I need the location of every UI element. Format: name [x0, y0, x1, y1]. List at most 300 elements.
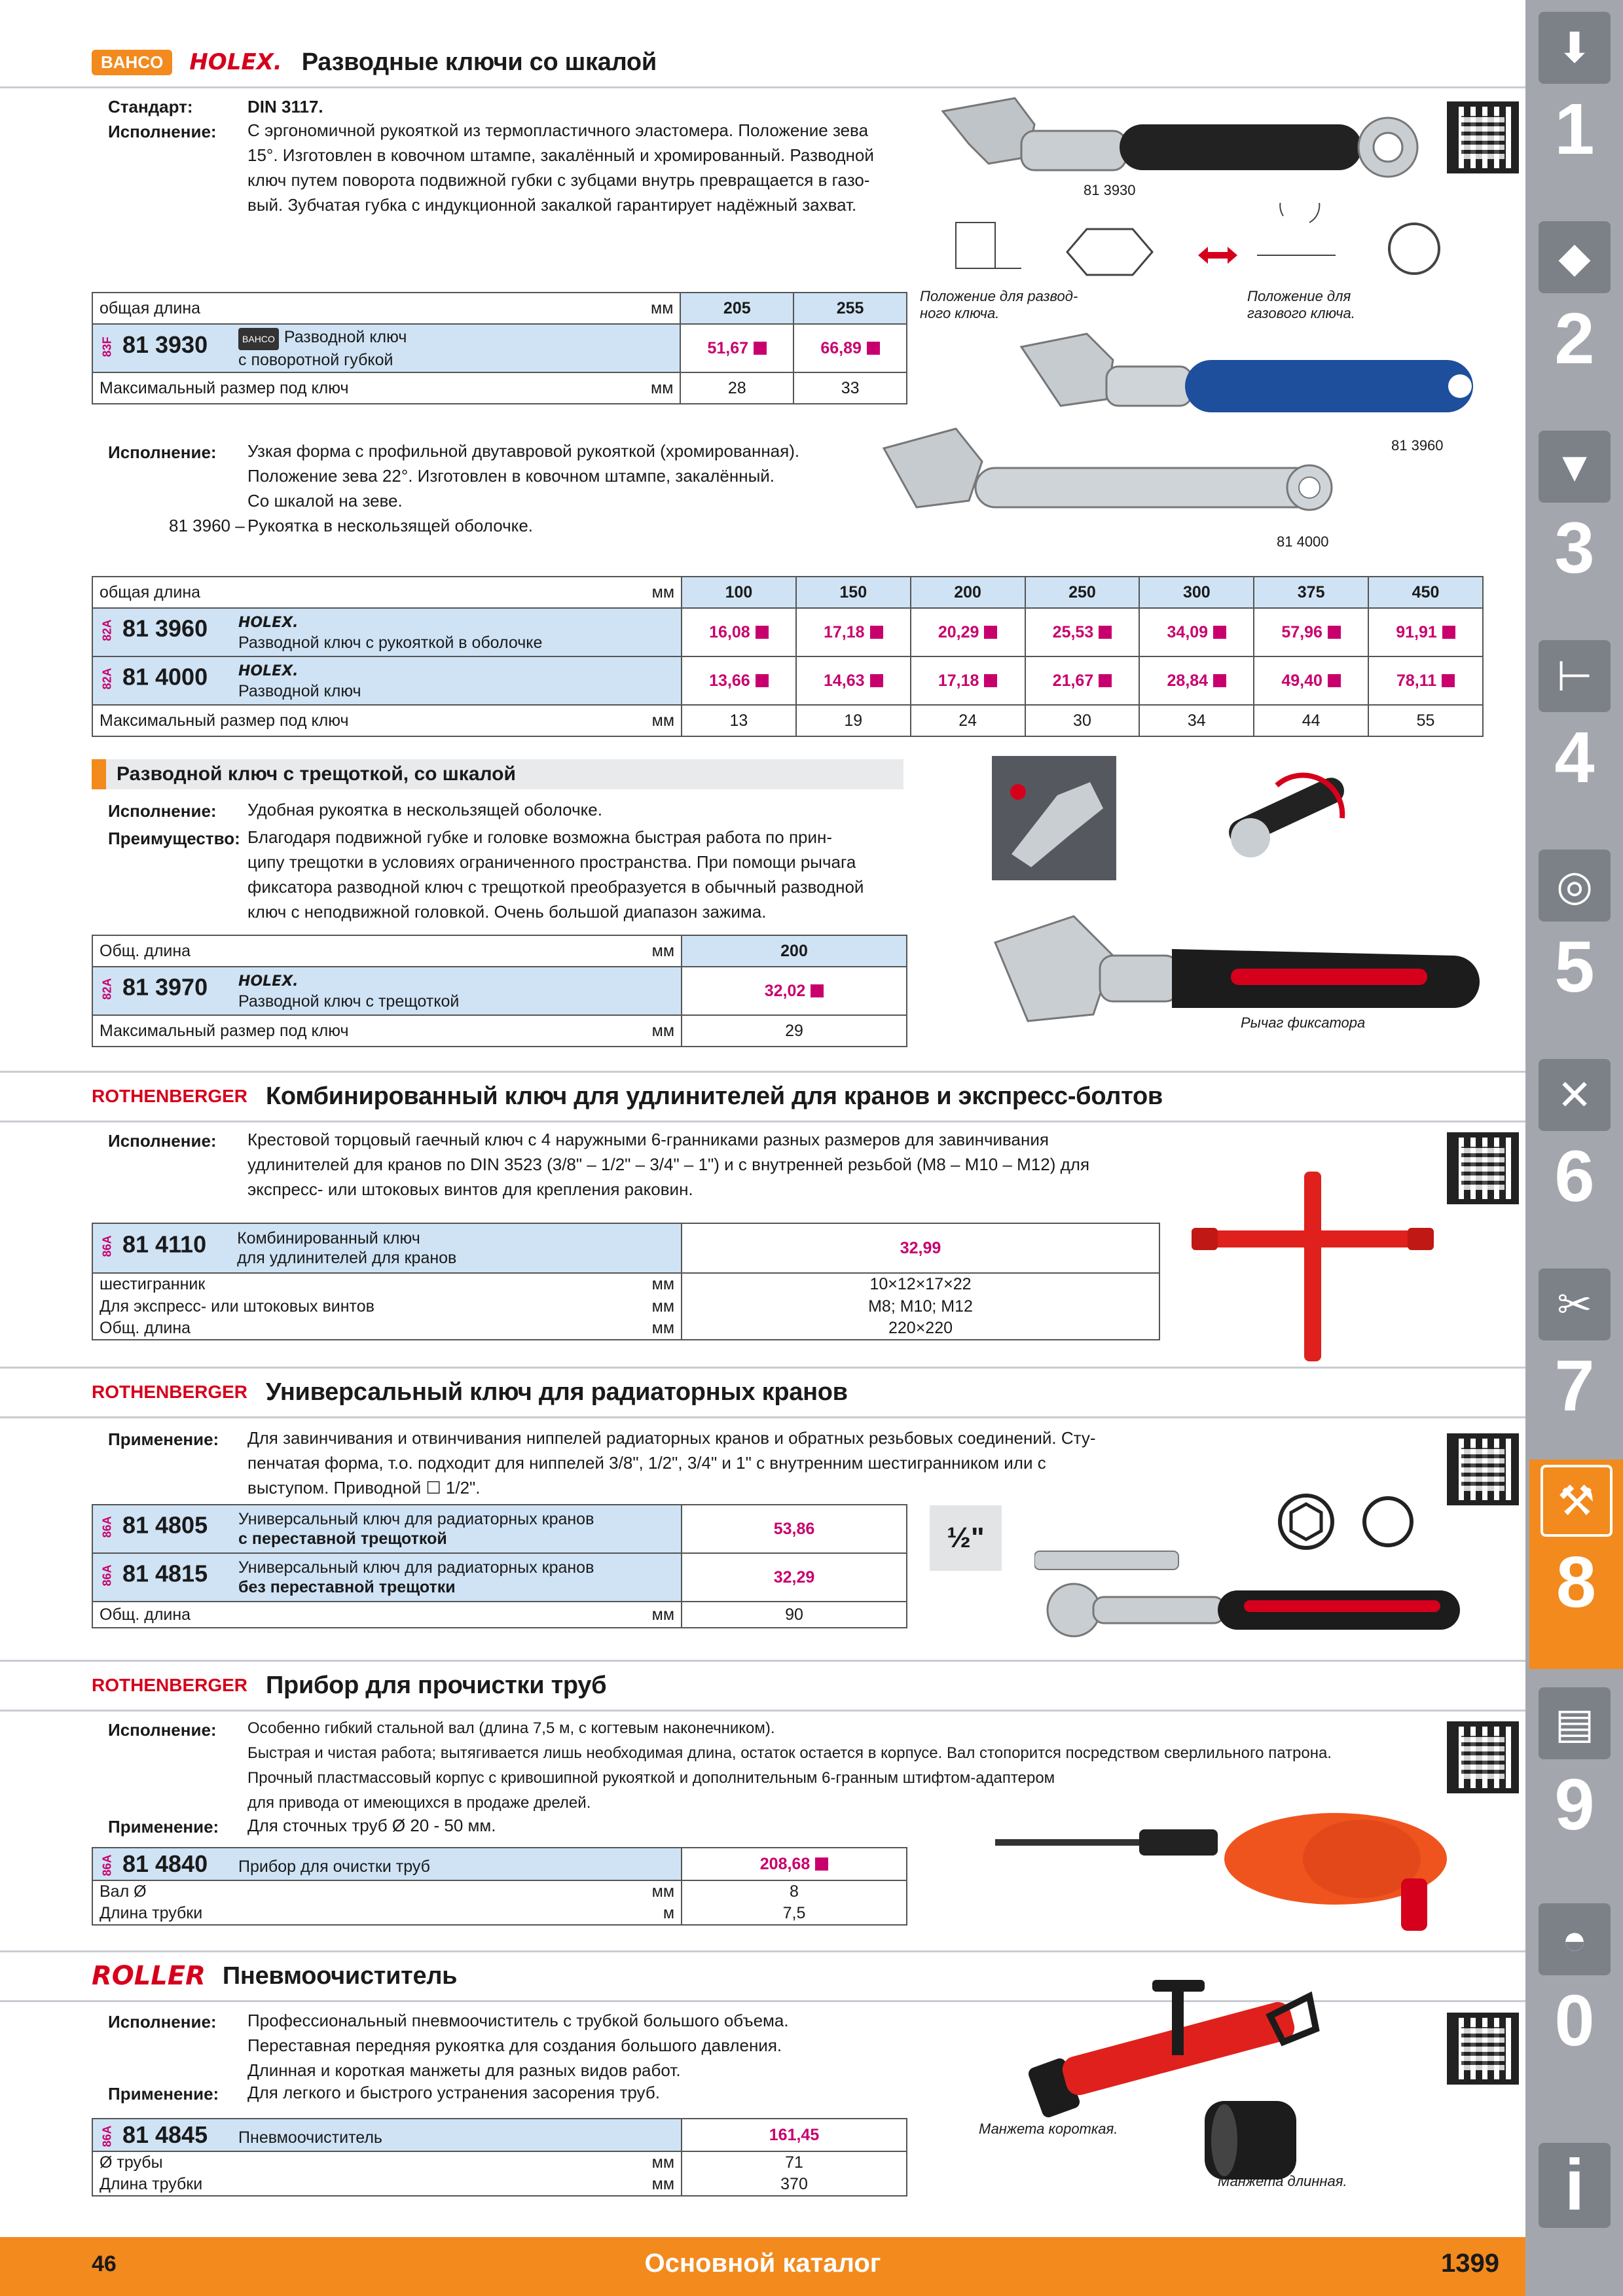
price-cell: [911, 608, 1025, 656]
price-value: 25,53: [1052, 622, 1094, 641]
max-size-cell: 55: [1368, 705, 1483, 736]
desc-line: Узкая форма с профильной двутавровой рукояткой (хромированная).: [247, 441, 800, 461]
max-size-label-cell: [92, 1015, 682, 1047]
price-marker-icon: [984, 674, 997, 687]
table-row: [92, 1903, 907, 1925]
name-line: с переставной трещоткой: [238, 1530, 447, 1548]
divider: [0, 1660, 1525, 1662]
img-label-81-3960: 81 3960: [1391, 437, 1444, 454]
drill-icon: ⬇: [1539, 12, 1611, 84]
length-label: общая длина: [100, 583, 201, 601]
table-row: [92, 2151, 907, 2174]
price-marker-icon: [1213, 674, 1226, 687]
s3-exec-text: Удобная рукоятка в нескользящей оболочке.: [247, 800, 602, 819]
unit-label: мм: [651, 1319, 674, 1337]
price-cell: 53,86: [682, 1505, 907, 1553]
article-cell: [92, 1223, 682, 1273]
table-row: [92, 293, 907, 324]
img-label-81-4000: 81 4000: [1277, 533, 1329, 550]
spec-label-cell: [92, 1273, 682, 1295]
article-name: [238, 971, 459, 1011]
article-name: [238, 1509, 594, 1549]
table-row: [92, 608, 1483, 656]
unit-label: мм: [651, 1882, 674, 1901]
desc-line: вый. Зубчатая губка с индукционной закалкой гарантирует надёжный захват.: [247, 195, 857, 215]
rothenberger-logo: ROTHENBERGER: [92, 1675, 248, 1695]
s7-application: Для легкого и быстрого устранения засорения труб.: [247, 2083, 660, 2102]
holex-logo: HOLEX.: [189, 49, 282, 75]
unit-label: мм: [651, 1297, 674, 1316]
price-value: 57,96: [1281, 622, 1322, 641]
table-row: [92, 2119, 907, 2151]
chapter-number: 2: [1554, 298, 1595, 379]
article-cell: [92, 1505, 682, 1553]
unit-label: мм: [651, 298, 674, 317]
divider: [0, 1071, 1525, 1073]
price-cell: [682, 608, 796, 656]
caption-line: ного ключа.: [920, 305, 1000, 321]
price-value: 51,67: [707, 338, 749, 357]
spec-label-cell: [92, 2174, 682, 2196]
max-size-cell: 28: [680, 372, 793, 404]
price-table-81-4845: [92, 2118, 907, 2197]
qr-code[interactable]: [1447, 101, 1519, 173]
price-cell: [682, 967, 907, 1015]
desc-line: Положение зева 22°. Изготовлен в ковочном штампе, закалённый.: [247, 466, 775, 486]
spec-label-cell: [92, 1903, 682, 1925]
table-row: [92, 1880, 907, 1903]
table-header-cell: [92, 293, 680, 324]
article-number: 81 4805: [122, 1511, 208, 1539]
page-number-left: 46: [92, 2251, 117, 2276]
drive-size-badge: ½": [930, 1505, 1002, 1571]
section-5-header: [92, 1369, 848, 1415]
holex-small-logo: HOLEX.: [238, 663, 299, 679]
article-name: [238, 660, 361, 701]
spec-value: 10×12×17×22: [682, 1273, 1159, 1295]
max-size-cell: 44: [1254, 705, 1368, 736]
s2-description: [247, 439, 876, 513]
name-line: для удлинителей для кранов: [237, 1249, 457, 1267]
price-table-81-3930: [92, 292, 907, 404]
chapter-tab-5[interactable]: [1535, 844, 1614, 1054]
double-arrow-icon: [1198, 245, 1237, 265]
price-cell: [911, 656, 1025, 705]
price-marker-icon: [756, 674, 769, 687]
price-table-81-4110: [92, 1223, 1160, 1340]
article-code: 86A: [100, 1516, 114, 1538]
desc-line: для привода от имеющихся в продаже дрелей.: [247, 1794, 591, 1812]
price-value: 20,29: [938, 622, 979, 641]
unit-label: мм: [651, 2153, 674, 2172]
chapter-number: 5: [1554, 927, 1595, 1007]
spec-value: 7,5: [682, 1903, 907, 1925]
desc-line: 15°. Изготовлен в ковочном штампе, закалённый и хромированный. Разводной: [247, 145, 874, 165]
rothenberger-logo: ROTHENBERGER: [92, 1382, 248, 1402]
spec-label: Общ. длина: [100, 1319, 191, 1337]
desc-line: фиксатора разводной ключ с трещоткой преобразуется в обычный разводной: [247, 877, 864, 897]
wrench-set-icon: ⚒: [1541, 1465, 1613, 1537]
tool-holder-icon: ▼: [1539, 431, 1611, 503]
article-number: 81 3960: [122, 615, 208, 642]
price-cell: [682, 1848, 907, 1880]
name-line: Разводной ключ с трещоткой: [238, 992, 460, 1011]
price-table-81-3960: [92, 576, 1484, 737]
desc-line: Благодаря подвижной губке и головке возможна быстрая работа по прин-: [247, 827, 833, 847]
size-cell: 300: [1139, 577, 1254, 608]
bahco-small-logo: BAHCO: [238, 328, 279, 350]
article-number: 81 3970: [122, 973, 208, 1001]
desc-line: Прочный пластмассовый корпус с кривошипной рукояткой и дополнительным 6-гранным штифтом-адаптером: [247, 1769, 1055, 1787]
price-cell: [796, 608, 911, 656]
name-line: Универсальный ключ для радиаторных кранов: [238, 1510, 594, 1528]
article-number: 81 4000: [122, 663, 208, 691]
section-1-header: [92, 39, 657, 85]
name-line: с поворотной губкой: [238, 350, 393, 369]
size-cell: 450: [1368, 577, 1483, 608]
section-7-title: Пневмоочиститель: [222, 1962, 458, 1990]
safety-icon: ◓: [1539, 1903, 1611, 1975]
desc-line: выступом. Приводной ☐ 1/2".: [247, 1478, 481, 1498]
grinding-disc-icon: ◎: [1539, 850, 1611, 922]
article-code: 82A: [100, 668, 114, 690]
desc-line: ципу трещотки в условиях ограниченного пространства. При помощи рычага: [247, 852, 856, 872]
article-code: 82A: [100, 619, 114, 641]
desc-line: Быстрая и чистая работа; вытягивается лишь необходимая длина, остаток остается в корпусе. Вал стопорится посредством сверлильного патрона.: [247, 1744, 1332, 1762]
price-marker-icon: [815, 1857, 828, 1871]
article-name: [237, 1229, 456, 1268]
price-value: 78,11: [1396, 671, 1437, 690]
unit-label: мм: [651, 1605, 674, 1624]
article-cell: [92, 324, 680, 372]
ratchet-key-81-4805-image: [1034, 1532, 1467, 1643]
article-name: [238, 612, 542, 653]
chapter-number: 8: [1556, 1542, 1597, 1623]
wrench-81-3930-image: [930, 85, 1440, 203]
roller-logo: ROLLER: [92, 1961, 206, 1991]
caption-line: Положение для развод-: [920, 288, 1078, 304]
desc-line: Со шкалой на зеве.: [247, 491, 403, 511]
jaw-position-pipe-diagram: [1244, 203, 1467, 281]
drain-cleaner-81-4840-image: [995, 1800, 1467, 1944]
desc-line: Длинная и короткая манжеты для разных видов работ.: [247, 2060, 681, 2080]
price-cell: [793, 324, 907, 372]
price-marker-icon: [1328, 626, 1341, 639]
pliers-icon: ✂: [1539, 1268, 1611, 1340]
catalog-title: Основной каталог: [644, 2249, 881, 2278]
price-cell: [1025, 608, 1140, 656]
caption-wrench-position: [920, 288, 1078, 322]
price-value: 16,08: [709, 622, 750, 641]
article-name: [238, 327, 407, 370]
divider: [0, 1710, 1525, 1712]
exec-label: Исполнение:: [108, 801, 217, 821]
caption-long-cuff: Манжета длинная.: [1218, 2173, 1347, 2189]
chapter-tab-7[interactable]: [1535, 1263, 1614, 1473]
article-name: Прибор для очистки труб: [238, 1857, 430, 1876]
spec-value: 71: [682, 2151, 907, 2174]
size-cell: 150: [796, 577, 911, 608]
desc-line: удлинителей для кранов по DIN 3523 (3/8" – 1/2" – 3/4" – 1") и с внутренней резьбой (M8 – M10 – M12) для: [247, 1155, 1090, 1174]
price-cell: [1139, 656, 1254, 705]
article-number: 81 3930: [122, 331, 208, 358]
spec-label-cell: [92, 1318, 682, 1340]
size-cell: 250: [1025, 577, 1140, 608]
table-row: [92, 1553, 907, 1602]
length-label: Общ. длина: [100, 941, 191, 960]
exec-label: Исполнение:: [108, 122, 217, 141]
qr-code[interactable]: [1447, 1433, 1519, 1505]
max-size-label-cell: [92, 705, 682, 736]
qr-code[interactable]: [1447, 2013, 1519, 2085]
s5-description: [247, 1426, 1164, 1500]
price-table-81-4840: [92, 1847, 907, 1926]
qr-code[interactable]: [1447, 1132, 1519, 1204]
s3-advantage: [247, 825, 902, 924]
table-row: [92, 935, 907, 967]
size-cell: 200: [911, 577, 1025, 608]
price-cell: [1025, 656, 1140, 705]
jaw-position-wrench-diagram: [943, 209, 1159, 281]
chapter-tab-0[interactable]: [1535, 1898, 1614, 2108]
caption-lock-lever: Рычаг фиксатора: [1241, 1014, 1366, 1031]
desc-line: экспресс- или штоковых винтов для крепления раковин.: [247, 1179, 693, 1199]
ratchet-lever-detail: [1211, 759, 1362, 870]
table-row: [92, 372, 907, 404]
spec-label: Вал Ø: [100, 1882, 147, 1901]
length-label: общая длина: [100, 298, 201, 317]
bahco-logo: BAHCO: [92, 50, 172, 75]
page-number-right: 1399: [1441, 2249, 1499, 2278]
desc-line: Переставная передняя рукоятка для создания большого давления.: [247, 2036, 782, 2055]
article-number: 81 4815: [122, 1560, 208, 1587]
chapter-tab-9[interactable]: [1535, 1682, 1614, 1892]
price-value: 208,68: [759, 1854, 811, 1873]
max-size-cell: 34: [1139, 705, 1254, 736]
note-label: 81 3960 –: [169, 516, 245, 535]
price-cell: [1139, 608, 1254, 656]
s6-application: Для сточных труб Ø 20 - 50 мм.: [247, 1816, 496, 1835]
size-cell: 100: [682, 577, 796, 608]
spec-label: Длина трубки: [100, 1904, 203, 1922]
price-value: 28,84: [1167, 671, 1209, 690]
ratchet-wrench-photo: [992, 756, 1116, 880]
info-tab[interactable]: [1535, 2134, 1614, 2238]
screwdriver-icon: ✕: [1539, 1059, 1611, 1131]
price-marker-icon: [754, 342, 767, 355]
advantage-label: Преимущество:: [108, 829, 240, 848]
divider: [0, 1367, 1525, 1369]
price-value: 49,40: [1281, 671, 1322, 690]
chapter-tab-3[interactable]: [1535, 425, 1614, 635]
caption-line: Положение для: [1247, 288, 1351, 304]
article-code: 83F: [100, 336, 114, 357]
article-code: 86A: [100, 1235, 114, 1257]
cross-wrench-image: [1192, 1165, 1434, 1368]
spec-label: шестигранник: [100, 1275, 206, 1293]
table-row: [92, 1295, 1159, 1318]
desc-line: Для завинчивания и отвинчивания ниппелей радиаторных кранов и обратных резьбовых соединений. Сту-: [247, 1428, 1096, 1448]
table-header-cell: [92, 935, 682, 967]
application-label: Применение:: [108, 1817, 219, 1837]
chapter-number: 6: [1554, 1136, 1595, 1217]
price-marker-icon: [756, 626, 769, 639]
exec-label: Исполнение:: [108, 2012, 217, 2032]
price-value: 34,09: [1167, 622, 1209, 641]
article-number: 81 4845: [122, 2121, 208, 2148]
unit-label: мм: [651, 1021, 674, 1040]
article-cell: [92, 656, 682, 705]
max-size-label-cell: [92, 372, 680, 404]
price-marker-icon: [984, 626, 997, 639]
price-marker-icon: [870, 626, 883, 639]
price-cell: [1254, 656, 1368, 705]
name-line: Универсальный ключ для радиаторных кранов: [238, 1558, 594, 1577]
size-cell: 375: [1254, 577, 1368, 608]
chapter-number: 0: [1554, 1981, 1595, 2061]
name-line: без переставной трещотки: [238, 1578, 456, 1596]
price-value: 66,89: [820, 338, 862, 357]
max-size-label: Максимальный размер под ключ: [100, 711, 349, 730]
desc-line: ключ с неподвижной головкой. Очень большой диапазон зажима.: [247, 902, 767, 922]
divider: [0, 1950, 1525, 1952]
name-line: Разводной ключ с рукояткой в оболочке: [238, 634, 543, 652]
table-row: [92, 1602, 907, 1628]
max-size-cell: 24: [911, 705, 1025, 736]
section-7-header: [92, 1953, 457, 1999]
price-table-81-4805: [92, 1504, 907, 1628]
size-cell: 200: [682, 935, 907, 967]
img-label-81-3930: 81 3930: [1084, 182, 1136, 198]
application-label: Применение:: [108, 2084, 219, 2104]
unit-label: мм: [651, 378, 674, 397]
article-code: 86A: [100, 1854, 114, 1876]
chapter-tab-4[interactable]: [1535, 635, 1614, 844]
unit-label: мм: [651, 583, 674, 601]
qr-code[interactable]: [1447, 1721, 1519, 1793]
table-row: [92, 1505, 907, 1553]
divider: [0, 1416, 1525, 1418]
table-row: [92, 1273, 1159, 1295]
spec-label: Длина трубки: [100, 2175, 203, 2193]
article-cell: [92, 1848, 682, 1880]
chapter-tab-1[interactable]: [1535, 7, 1614, 216]
table-row: [92, 1848, 907, 1880]
size-cell: 255: [793, 293, 907, 324]
caption-short-cuff: Манжета короткая.: [979, 2121, 1118, 2137]
insert-icon: ◆: [1539, 221, 1611, 293]
article-cell: [92, 608, 682, 656]
price-marker-icon: [870, 674, 883, 687]
section-marker: [92, 759, 106, 789]
standard-value: DIN 3117.: [247, 97, 323, 117]
table-row: [92, 2174, 907, 2196]
info-icon: i: [1539, 2143, 1611, 2228]
section-6-header: [92, 1662, 606, 1708]
s7-description: [247, 2008, 902, 2083]
application-label: Применение:: [108, 1429, 219, 1449]
section-6-title: Прибор для прочистки труб: [266, 1671, 607, 1699]
unit-label: мм: [651, 1275, 674, 1293]
chapter-tab-2[interactable]: [1535, 216, 1614, 425]
price-cell: [796, 656, 911, 705]
name-line: Разводной ключ: [238, 682, 361, 700]
section-3-title: Разводной ключ с трещоткой, со шкалой: [117, 763, 516, 785]
table-header-cell: [92, 577, 682, 608]
article-cell: [92, 2119, 682, 2151]
spec-value: 220×220: [682, 1318, 1159, 1340]
price-cell: [1368, 656, 1483, 705]
price-value: 17,18: [823, 622, 865, 641]
desc-line: Особенно гибкий стальной вал (длина 7,5 м, с когтевым наконечником).: [247, 1719, 775, 1737]
chapter-tab-8[interactable]: [1529, 1460, 1623, 1669]
standard-label: Стандарт:: [108, 97, 193, 117]
desc-line: Профессиональный пневмоочиститель с трубкой большого объема.: [247, 2011, 789, 2030]
article-number: 81 4840: [122, 1850, 208, 1877]
price-cell: [682, 656, 796, 705]
article-code: 86A: [100, 1564, 114, 1587]
section-5-title: Универсальный ключ для радиаторных кранов: [266, 1378, 848, 1406]
tool-cabinet-icon: ▤: [1539, 1687, 1611, 1759]
unit-label: мм: [651, 941, 674, 960]
ratchet-wrench-81-3970-image: [982, 903, 1486, 1047]
price-marker-icon: [1213, 626, 1226, 639]
price-marker-icon: [1442, 626, 1455, 639]
price-value: 14,63: [823, 671, 865, 690]
spec-value: 370: [682, 2174, 907, 2196]
table-row: [92, 656, 1483, 705]
chapter-number: 3: [1554, 508, 1595, 588]
max-size-cell: 30: [1025, 705, 1140, 736]
page-footer: [0, 2237, 1525, 2296]
caption-pipe-position: [1247, 288, 1355, 322]
exec-label: Исполнение:: [108, 1720, 217, 1740]
max-size-cell: 13: [682, 705, 796, 736]
desc-line: С эргономичной рукояткой из термопластичного эластомера. Положение зева: [247, 120, 869, 140]
caption-line: газового ключа.: [1247, 305, 1355, 321]
exec-label: Исполнение:: [108, 442, 217, 462]
article-number: 81 4110: [122, 1230, 207, 1258]
price-value: 17,18: [938, 671, 979, 690]
holex-small-logo: HOLEX.: [238, 615, 299, 631]
spec-label: Ø трубы: [100, 2153, 163, 2172]
section-3-header: [92, 759, 903, 789]
name-line: Комбинированный ключ: [237, 1229, 420, 1247]
spec-label-cell: [92, 2151, 682, 2174]
chapter-tab-6[interactable]: [1535, 1054, 1614, 1263]
long-cuff-image: [1198, 2094, 1309, 2186]
caliper-icon: ⊢: [1539, 640, 1611, 712]
max-size-label: Максимальный размер под ключ: [100, 1021, 349, 1040]
section-4-title: Комбинированный ключ для удлинителей для кранов и экспресс-болтов: [266, 1082, 1163, 1110]
price-value: 91,91: [1396, 622, 1437, 641]
s4-description: [247, 1127, 1164, 1202]
price-cell: 32,99: [682, 1223, 1159, 1273]
max-size-cell: 33: [793, 372, 907, 404]
article-cell: [92, 1553, 682, 1602]
spec-label: Общ. длина: [100, 1605, 191, 1624]
wrench-81-4000-image: [871, 422, 1342, 533]
unit-label: мм: [651, 2175, 674, 2193]
article-name: Пневмоочиститель: [238, 2128, 382, 2147]
size-cell: 205: [680, 293, 793, 324]
table-row: [92, 705, 1483, 736]
article-code: 86A: [100, 2125, 114, 2147]
price-cell: 161,45: [682, 2119, 907, 2151]
price-cell: [1368, 608, 1483, 656]
spec-label: Для экспресс- или штоковых винтов: [100, 1297, 374, 1316]
price-cell: [1254, 608, 1368, 656]
